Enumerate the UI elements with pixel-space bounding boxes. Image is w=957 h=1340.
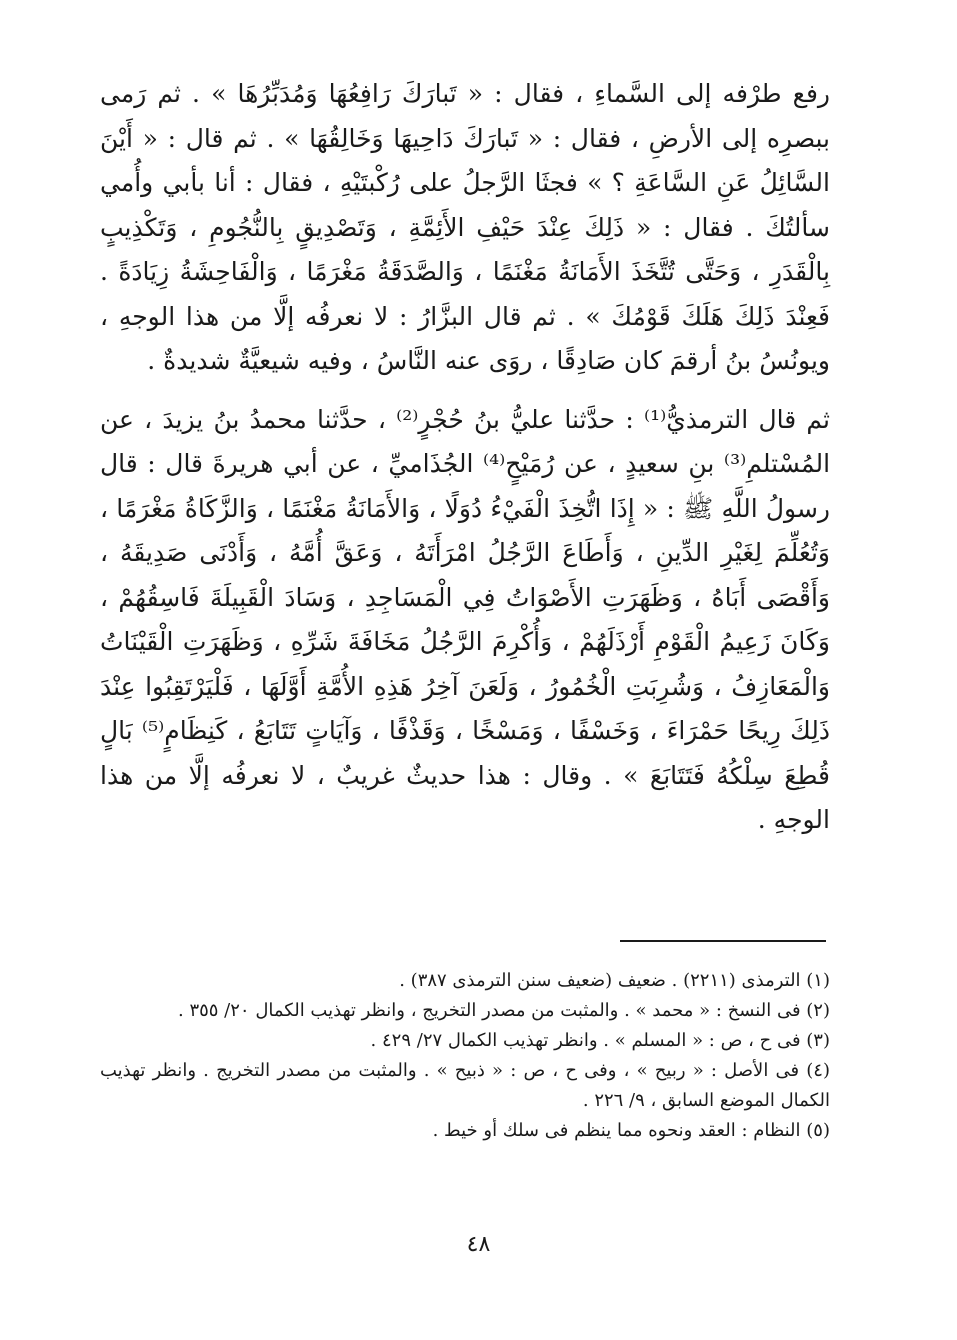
- footnote-4: (٤) فى الأصل : « ربيح » ، وفى ح ، ص : « ذبيح » . والمثبت من مصدر التخريج . وانظر تهذيب الكمال الموضع السابق ، ٩/ ٢٢٦ .: [100, 1060, 830, 1111]
- main-text: [100, 72, 830, 843]
- page-number: ٤٨: [466, 1232, 491, 1257]
- footnote-5: (٥) النظام : العقد ونحوه مما ينظم فى سلك أو خيط .: [432, 1120, 830, 1141]
- paragraph-1: رفع طرْفه إلى السَّماءِ ، فقال : « تَبارَكَ رَافِعُهَا وَمُدَبِّرُهَا » . ثم رَمى ببصرِه إلى الأرضِ ، فقال : « تَبارَكَ دَاحِيهَا وَخَالِقُهَا » . ثم قال : « أَيْنَ السَّائِلُ عَنِ السَّاعَةِ ؟ » فجثَا الرَّجلُ على رُكْبتَيْهِ ، فقال : أنا بأبي وأُمي سألتُكَ . فقال : « ذَلِكَ عِنْدَ حَيْفِ الأَئِمَّةِ ، وَتَصْدِيقٍ بِالنُّجُومِ ، وَتَكْذِيبٍ بِالْقَدَرِ ، وَحَتَّى تُتَّخَذَ الأَمَانَةُ مَغْنَمًا ، وَالصَّدَقَةُ مَغْرَمًا ، وَالْفَاحِشَةُ زِيَادَةً . فَعِنْدَ ذَلِكَ هَلَكَ قَوْمُكَ » . ثم قال البزَّارُ : لا نعرفُه إلَّا من هذا الوجهِ ، ويونُسُ بنُ أرقمَ كان صَادِقًا ، روَى عنه النَّاسُ ، وفيه شيعيَّةٌ شديدةٌ .: [100, 79, 830, 375]
- footnote-2: (٢) فى النسخ : « محمد » . والمثبت من مصدر التخريج ، وانظر تهذيب الكمال ٢٠/ ٣٥٥ .: [177, 1000, 830, 1021]
- footnotes: [100, 966, 830, 1146]
- footnote-divider: [620, 940, 826, 942]
- footnote-1: (١) الترمذى (٢٢١١) . ضعيف (ضعيف سنن الترمذى ٣٨٧) .: [399, 970, 830, 991]
- footnote-3: (٣) فى ح ، ص : « المسلم » . وانظر تهذيب الكمال ٢٧/ ٤٢٩ .: [370, 1030, 830, 1051]
- paragraph-2: ثم قال الترمذيُّ⁽¹⁾ : حدَّثنا عليُّ بنُ حُجْرٍ⁽²⁾ ، حدَّثنا محمدُ بنُ يزيدَ ، عن المُسْتلمِ⁽³⁾ بنِ سعيدٍ ، عن رُمَيْحٍ⁽⁴⁾ الجُذَاميِّ ، عن أبي هريرةَ قال : قال رسولُ اللَّهِ ﷺ : « إِذَا اتُّخِذَ الْفَيْءُ دُوَلًا ، وَالأَمَانَةُ مَغْنَمًا ، وَالزَّكَاةُ مَغْرَمًا ، وَتُعُلِّمَ لِغَيْرِ الدِّينِ ، وَأَطَاعَ الرَّجُلُ امْرَأَتَهُ ، وَعَقَّ أُمَّهُ ، وَأَدْنَى صَدِيقَهُ ، وَأَقْصَى أَبَاهُ ، وَظَهَرَتِ الأَصْوَاتُ فِي الْمَسَاجِدِ ، وَسَادَ الْقَبِيلَةَ فَاسِقُهُمْ ، وَكَانَ زَعِيمُ الْقَوْمِ أَرْذَلَهُمْ ، وَأُكْرِمَ الرَّجُلُ مَخَافَةَ شَرِّهِ ، وَظَهَرَتِ الْقَيْنَاتُ وَالْمَعَازِفُ ، وَشُرِبَتِ الْخُمُورُ ، وَلَعَنَ آخِرُ هَذِهِ الأُمَّةِ أَوَّلَهَا ، فَلْيَرْتَقِبُوا عِنْدَ ذَلِكَ رِيحًا حَمْرَاءَ ، وَخَسْفًا ، وَمَسْخًا ، وَقَذْفًا ، وَآيَاتٍ تَتَابَعُ ، كَنِظَامٍ⁽⁵⁾ بَالٍ قُطِعَ سِلْكُهُ فَتَتَابَعَ » . وقال : هذا حديثٌ غريبٌ ، لا نعرفُه إلَّا من هذا الوجهِ .: [100, 404, 831, 834]
